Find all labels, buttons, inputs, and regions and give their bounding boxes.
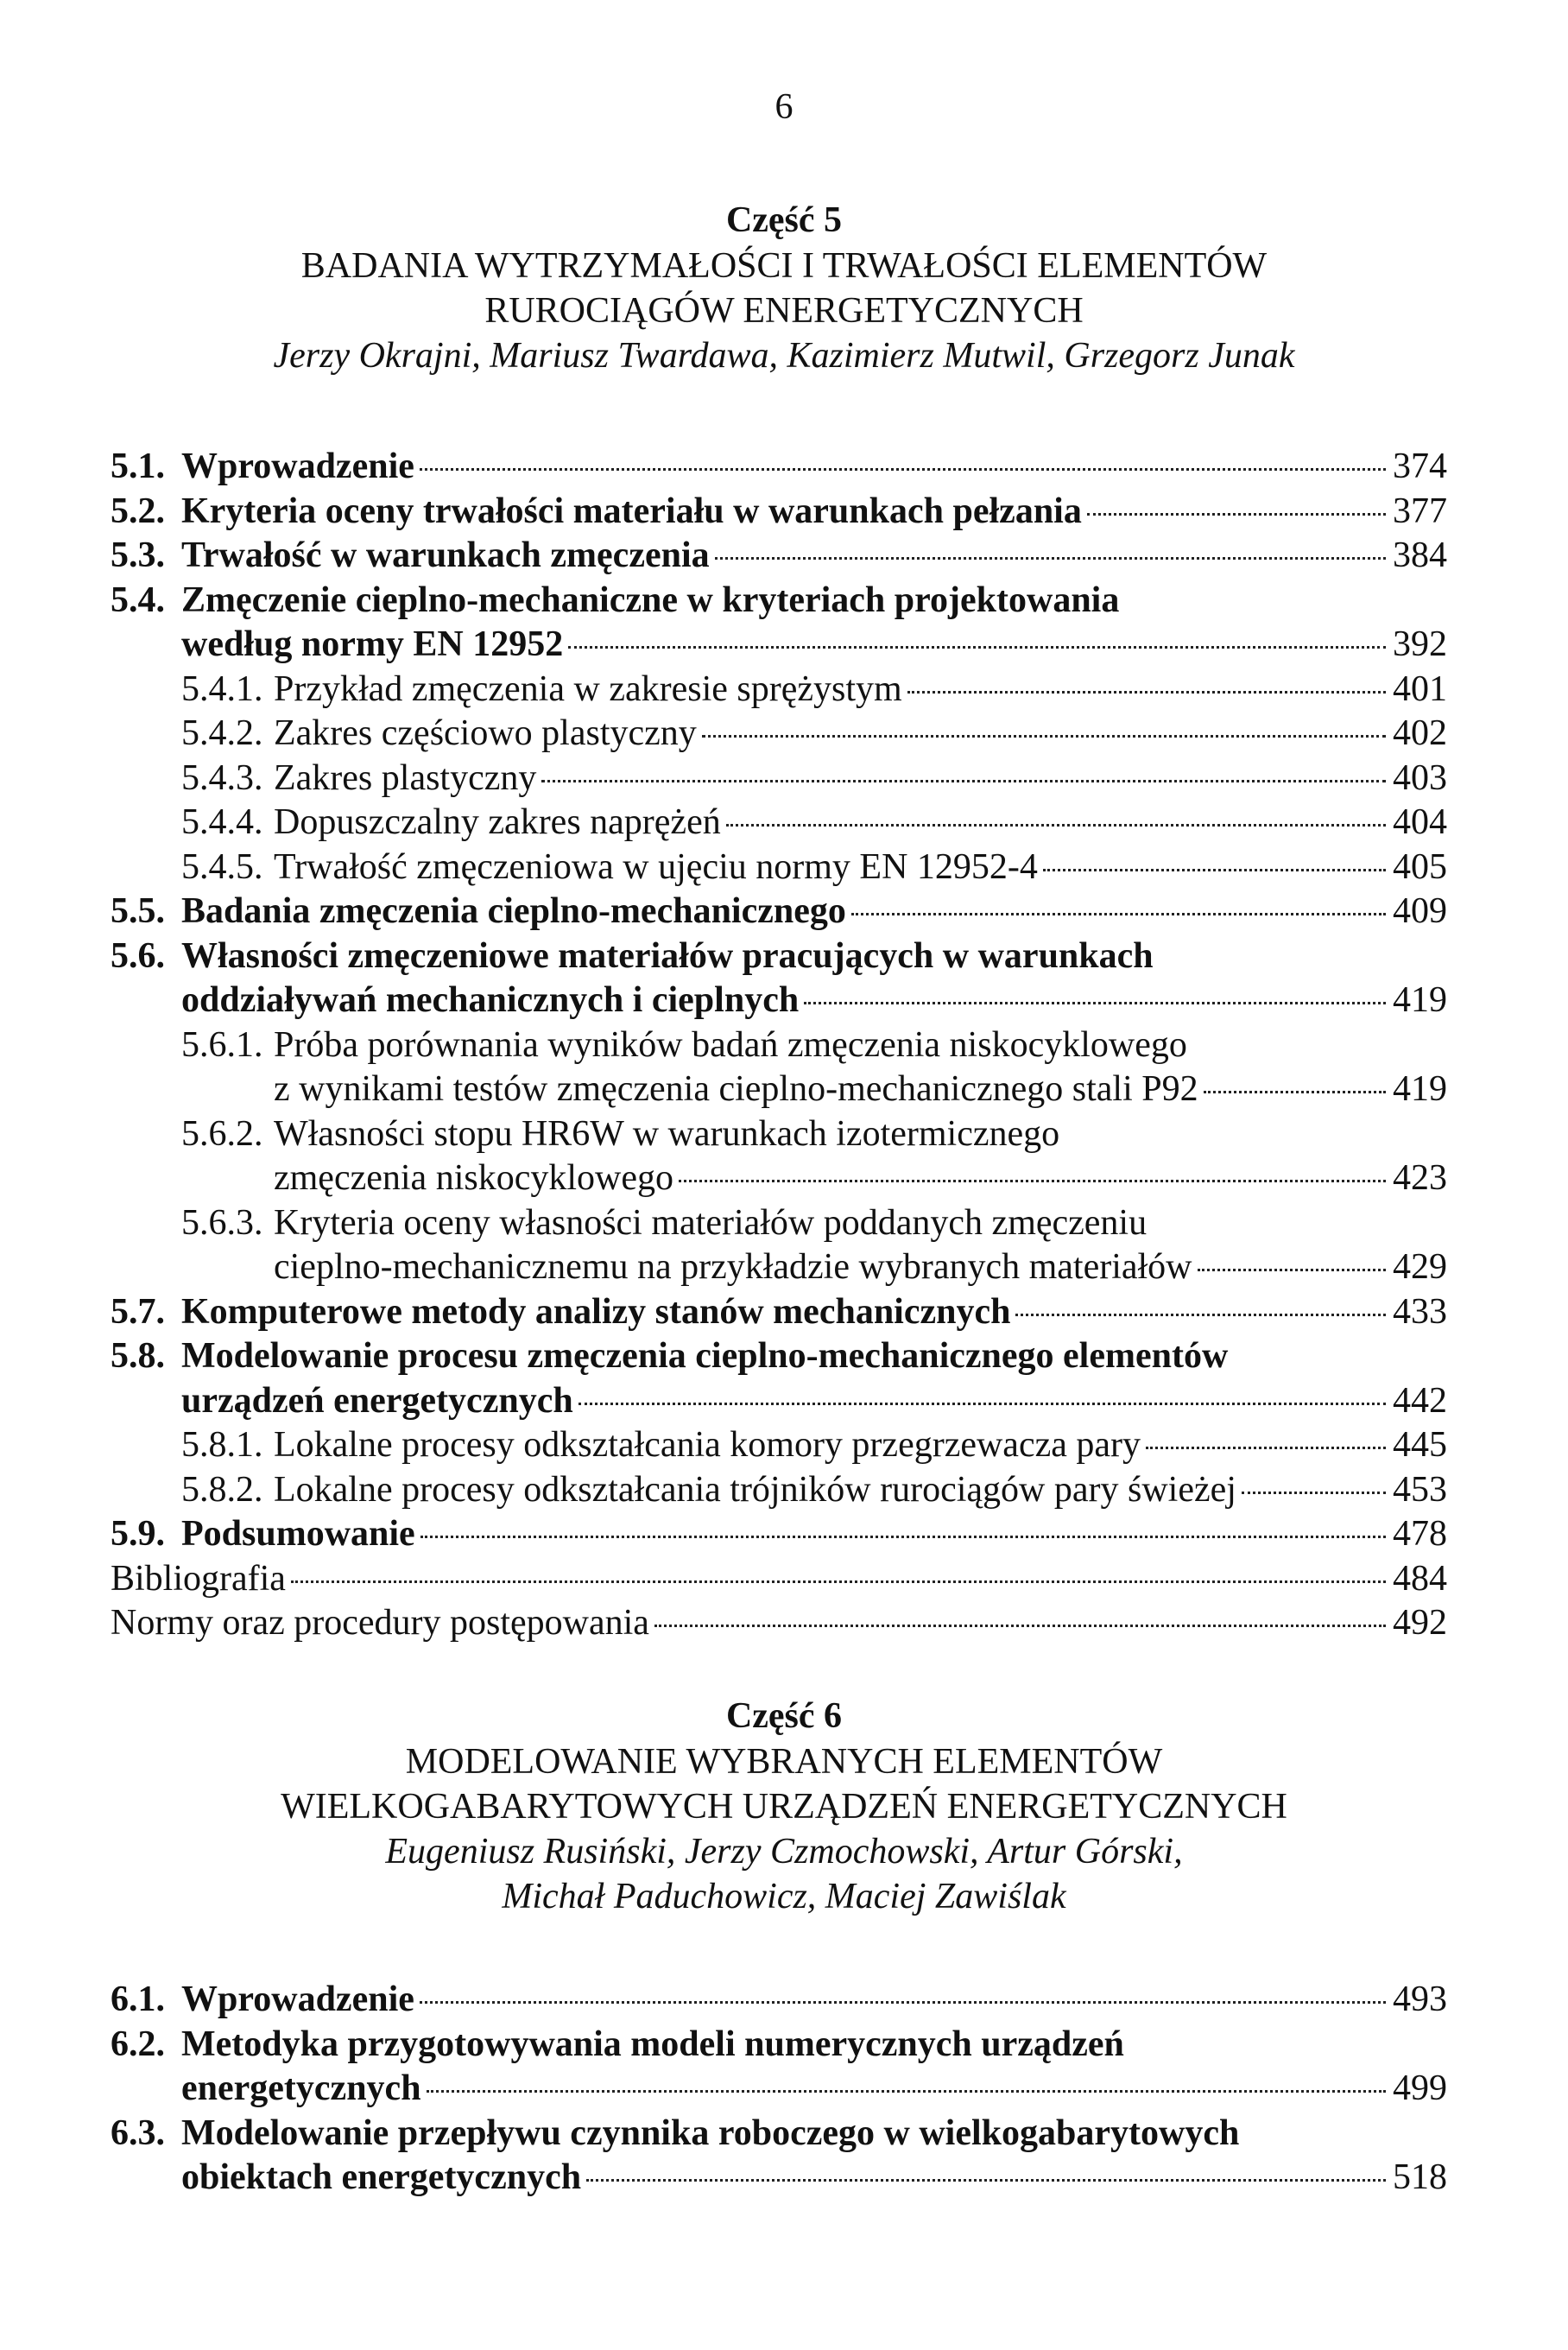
toc-entry <box>111 934 1447 979</box>
leader-dots <box>427 2090 1386 2093</box>
toc-entry-title: Przykład zmęczenia w zakresie sprężystym <box>274 668 902 709</box>
toc-entry-page: 402 <box>1393 713 1447 753</box>
toc-entry-title-cont: cieplno-mechanicznemu na przykładzie wybranych materiałów <box>274 1247 1192 1287</box>
toc-entry-title-cont: energetycznych <box>181 2068 421 2108</box>
toc-entry-title: Zakres częściowo plastyczny <box>274 713 697 753</box>
leader-dots <box>1198 1269 1386 1271</box>
toc-entry-number: 5.6. <box>111 935 165 976</box>
toc-entry-title: Próba porównania wyników badań zmęczenia niskocyklowego <box>274 1024 1187 1065</box>
leader-dots <box>1015 1314 1386 1316</box>
toc-entry-page: 423 <box>1393 1158 1447 1198</box>
toc-entry-number: 5.4.2. <box>181 713 263 753</box>
part5-label: Część 5 <box>725 200 843 240</box>
toc-entry-title: Zmęczenie cieplno-mechaniczne w kryteriach projektowania <box>181 580 1120 620</box>
part5-title-line2: RUROCIĄGÓW ENERGETYCZNYCH <box>484 291 1084 331</box>
toc-entry <box>111 846 1447 890</box>
toc-entry <box>111 2112 1447 2157</box>
toc-entry-title: Kryteria oceny własności materiałów poddanych zmęczeniu <box>274 1202 1148 1243</box>
leader-dots <box>715 557 1386 560</box>
toc-entry <box>111 579 1447 624</box>
leader-dots <box>541 780 1386 782</box>
toc-entry-title: Własności zmęczeniowe materiałów pracujących w warunkach <box>181 935 1154 976</box>
toc-entry-number: 5.4.3. <box>181 757 263 798</box>
toc-entry <box>111 1201 1447 1246</box>
toc-entry-page: 405 <box>1393 846 1447 887</box>
toc-entry <box>111 1334 1447 1379</box>
toc-entry-number: 5.2. <box>111 491 165 531</box>
toc-entry-title: Wprowadzenie <box>181 447 414 486</box>
toc-entry-title: Modelowanie przepływu czynnika roboczego w wielkogabarytowych <box>181 2112 1240 2153</box>
leader-dots <box>1043 869 1386 871</box>
toc-entry-page: 499 <box>1393 2068 1447 2108</box>
leader-dots <box>726 824 1386 827</box>
toc-entry-page: 404 <box>1393 802 1447 842</box>
toc-entry <box>111 712 1447 757</box>
toc-entry-title: Podsumowanie <box>181 1514 415 1554</box>
toc-entry <box>111 1423 1447 1468</box>
part5-toc <box>111 445 1447 1646</box>
toc-entry-title: Trwałość zmęczeniowa w ujęciu normy EN 12952-4 <box>274 846 1038 887</box>
leader-dots <box>420 2001 1386 2004</box>
leader-dots <box>804 1002 1386 1004</box>
toc-entry-number: 5.8.2. <box>181 1469 263 1510</box>
leader-dots <box>654 1625 1386 1627</box>
toc-entry-page: 492 <box>1393 1603 1447 1643</box>
toc-entry-number: 5.4.4. <box>181 802 263 842</box>
toc-entry-title: Metodyka przygotowywania modeli numerycznych urządzeń <box>181 2024 1124 2064</box>
toc-entry-number: 5.4.1. <box>181 668 263 709</box>
toc-entry-page: 384 <box>1393 535 1447 575</box>
toc-entry-title-cont: obiektach energetycznych <box>181 2157 582 2197</box>
leader-dots <box>579 1403 1386 1405</box>
toc-entry-number: 6.2. <box>111 2024 165 2064</box>
toc-entry-page: 445 <box>1393 1425 1447 1465</box>
part5-authors: Jerzy Okrajni, Mariusz Twardawa, Kazimierz Mutwil, Grzegorz Junak <box>273 336 1295 376</box>
leader-dots <box>420 468 1386 471</box>
toc-entry-title: Lokalne procesy odkształcania trójników rurociągów pary świeżej <box>274 1469 1236 1510</box>
leader-dots <box>291 1580 1386 1583</box>
leader-dots <box>1146 1447 1386 1449</box>
leader-dots <box>907 691 1386 694</box>
toc-entry-title: Dopuszczalny zakres naprężeń <box>274 802 721 842</box>
part6-authors-line2: Michał Paduchowicz, Maciej Zawiślak <box>502 1877 1066 1916</box>
toc-entry-number: 5.4.5. <box>181 846 263 887</box>
toc-entry-number: 5.1. <box>111 447 165 486</box>
toc-entry-title: Bibliografia <box>111 1558 286 1599</box>
toc-entry-page: 377 <box>1393 491 1447 531</box>
toc-entry-number: 5.6.3. <box>181 1202 263 1243</box>
toc-entry-page: 409 <box>1393 891 1447 931</box>
toc-entry <box>111 1601 1447 1646</box>
toc-entry-continuation <box>111 1067 1447 1112</box>
leader-dots <box>586 2179 1386 2182</box>
toc-entry <box>111 1290 1447 1335</box>
toc-entry-number: 6.1. <box>111 1979 165 2019</box>
toc-entry <box>111 534 1447 579</box>
leader-dots <box>851 913 1386 915</box>
toc-entry-page: 518 <box>1393 2157 1447 2197</box>
part6-title-line2: WIELKOGABARYTOWYCH URZĄDZEŃ ENERGETYCZNYCH <box>281 1787 1287 1827</box>
toc-entry-title: Normy oraz procedury postępowania <box>111 1603 649 1643</box>
toc-entry-title-cont: zmęczenia niskocyklowego <box>274 1158 673 1198</box>
leader-dots <box>679 1180 1386 1182</box>
toc-entry-title: Kryteria oceny trwałości materiału w warunkach pełzania <box>181 491 1082 531</box>
toc-entry-title: Własności stopu HR6W w warunkach izotermicznego <box>274 1113 1060 1154</box>
part5-header <box>0 197 1568 378</box>
part6-authors-line1: Eugeniusz Rusiński, Jerzy Czmochowski, Artur Górski, <box>385 1832 1183 1872</box>
toc-entry <box>111 2023 1447 2068</box>
leader-dots <box>1087 513 1386 516</box>
toc-entry <box>111 890 1447 934</box>
part6-label: Część 6 <box>725 1696 843 1736</box>
toc-entry <box>111 445 1447 490</box>
toc-entry-title-cont: oddziaływań mechanicznych i cieplnych <box>181 980 800 1020</box>
leader-dots <box>702 735 1386 738</box>
leader-dots <box>420 1536 1386 1538</box>
toc-entry-title-cont: urządzeń energetycznych <box>181 1380 573 1421</box>
toc-entry-page: 442 <box>1393 1380 1447 1421</box>
toc-entry-title: Lokalne procesy odkształcania komory przegrzewacza pary <box>274 1425 1141 1465</box>
toc-entry <box>111 1112 1447 1157</box>
toc-entry-number: 5.4. <box>111 580 165 620</box>
toc-entry-continuation <box>111 1156 1447 1201</box>
toc-entry-title: Modelowanie procesu zmęczenia cieplno-mechanicznego elementów <box>181 1336 1229 1376</box>
toc-entry <box>111 1978 1447 2023</box>
toc-entry-number: 5.8. <box>111 1336 165 1376</box>
toc-entry-continuation <box>111 1245 1447 1290</box>
toc-entry-number: 5.6.1. <box>181 1024 263 1065</box>
toc-entry <box>111 757 1447 801</box>
toc-entry-page: 453 <box>1393 1469 1447 1510</box>
toc-entry-number: 6.3. <box>111 2112 165 2153</box>
toc-entry-continuation <box>111 623 1447 668</box>
leader-dots <box>1242 1492 1386 1494</box>
toc-entry-page: 403 <box>1393 757 1447 798</box>
toc-entry-page: 392 <box>1393 624 1447 664</box>
toc-entry <box>111 1557 1447 1602</box>
toc-entry-page: 433 <box>1393 1291 1447 1332</box>
leader-dots <box>1204 1091 1386 1093</box>
toc-entry <box>111 490 1447 535</box>
toc-entry <box>111 668 1447 713</box>
leader-dots <box>568 646 1386 649</box>
toc-entry-continuation <box>111 2067 1447 2112</box>
toc-entry-number: 5.8.1. <box>181 1425 263 1465</box>
toc-entry-continuation <box>111 2156 1447 2201</box>
part6-header <box>0 1693 1568 1919</box>
toc-entry-number: 5.7. <box>111 1291 165 1332</box>
toc-entry-page: 429 <box>1393 1247 1447 1287</box>
toc-entry-title-cont: z wynikami testów zmęczenia cieplno-mechanicznego stali P92 <box>274 1069 1198 1109</box>
toc-entry-title: Komputerowe metody analizy stanów mechanicznych <box>181 1291 1011 1332</box>
toc-entry-page: 478 <box>1393 1514 1447 1554</box>
toc-entry-continuation <box>111 979 1447 1023</box>
toc-entry-page: 401 <box>1393 668 1447 709</box>
toc-entry-title-cont: według normy EN 12952 <box>181 624 564 664</box>
toc-entry-page: 493 <box>1393 1979 1447 2019</box>
toc-entry-page: 484 <box>1393 1558 1447 1599</box>
part5-title-line1: BADANIA WYTRZYMAŁOŚCI I TRWAŁOŚCI ELEMENTÓW <box>300 246 1268 286</box>
toc-entry-number: 5.9. <box>111 1514 165 1554</box>
toc-entry-title: Wprowadzenie <box>181 1979 414 2019</box>
toc-entry <box>111 1023 1447 1068</box>
toc-entry <box>111 801 1447 846</box>
part6-title-line1: MODELOWANIE WYBRANYCH ELEMENTÓW <box>405 1742 1163 1782</box>
toc-entry <box>111 1512 1447 1557</box>
toc-entry-continuation <box>111 1379 1447 1424</box>
toc-entry-number: 5.6.2. <box>181 1113 263 1154</box>
page-number: 6 <box>775 87 793 127</box>
toc-entry-number: 5.5. <box>111 891 165 931</box>
toc-entry <box>111 1468 1447 1513</box>
toc-entry-page: 419 <box>1393 1069 1447 1109</box>
toc-entry-title: Badania zmęczenia cieplno-mechanicznego <box>181 891 846 931</box>
toc-entry-title: Zakres plastyczny <box>274 757 537 798</box>
toc-entry-page: 419 <box>1393 980 1447 1020</box>
toc-entry-number: 5.3. <box>111 535 165 575</box>
toc-entry-title: Trwałość w warunkach zmęczenia <box>181 535 710 575</box>
part6-toc <box>111 1978 1447 2201</box>
toc-entry-page: 374 <box>1393 447 1447 486</box>
